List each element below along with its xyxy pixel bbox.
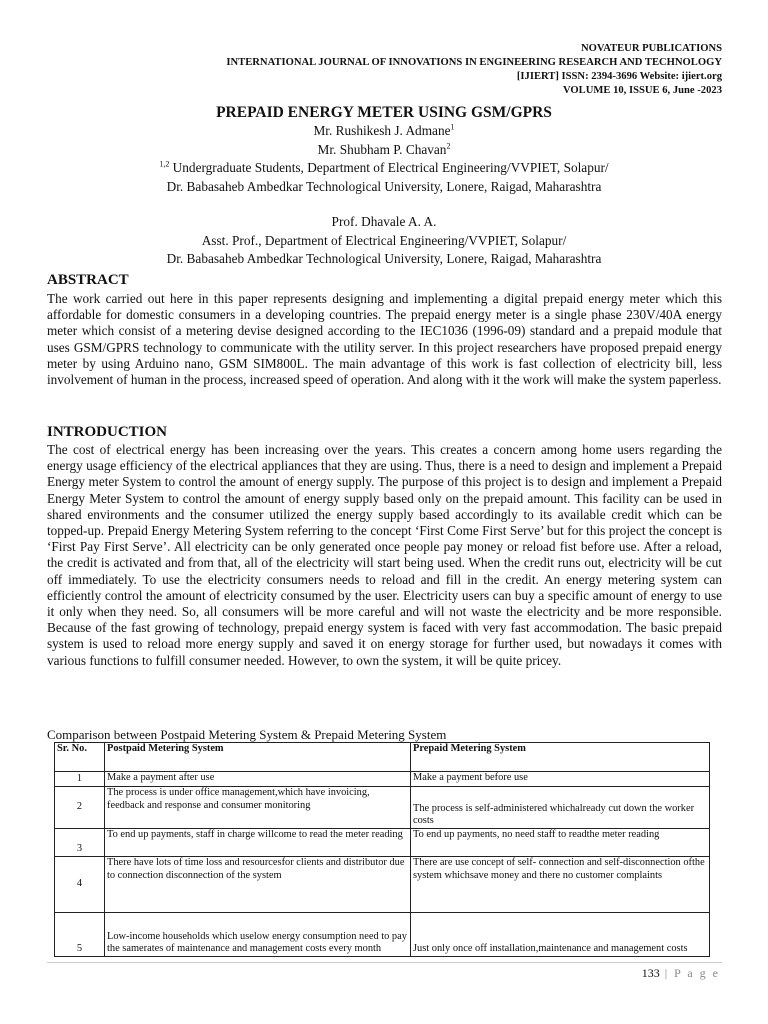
author-2: Mr. Shubham P. Chavan$^2$ [317, 141, 451, 157]
introduction-heading: INTRODUCTION [47, 424, 168, 440]
prepaid-cell: The process is self-administered whichalready cut down the worker costs [411, 787, 710, 829]
affiliation-1: $^{1,2}$ Undergraduate Students, Department of Electrical Engineering/VVPIET, Solapur/ [159, 159, 609, 175]
affiliation-4: Dr. Babasaheb Ambedkar Technological University, Lonere, Raigad, Maharashtra [166, 251, 602, 266]
header-prepaid: Prepaid Metering System [411, 743, 710, 772]
paper-title: PREPAID ENERGY METER USING GSM/GPRS [216, 104, 552, 121]
prepaid-cell: There are use concept of self- connection and self-disconnection ofthe system whichsave money and there no customer complaints [411, 857, 710, 913]
affiliation-2: Dr. Babasaheb Ambedkar Technological University, Lonere, Raigad, Maharashtra [166, 178, 602, 194]
sr-cell: 2 [55, 787, 105, 829]
author-1: Mr. Rushikesh J. Admane$^1$ [313, 122, 455, 138]
table-row [55, 913, 710, 957]
author-block [0, 122, 768, 269]
postpaid-cell: To end up payments, staff in charge willcome to read the meter reading [105, 829, 411, 857]
abstract-text: The work carried out here in this paper represents designing and implementing a digital prepaid energy meter which this affordable for domestic consumers in a developing countries. The prepaid energy meter is a single phase 230V/40A energy meter which consist of a metering devise designed according to the IEC1036 (1996-09) standard and a prepaid module that uses GSM/GPRS technology to communicate with the utility server. In this project researchers have proposed prepaid energy meter by using Arduino nano, GSM SIM800L. The main advantage of this work is fast collection of electricity bill, less involvement of human in the process, increased speed of operation. And along with it the work will make the system paperless. [47, 291, 722, 388]
journal-header [226, 42, 722, 98]
prepaid-cell: Just only once off installation,maintenance and management costs [411, 913, 710, 957]
postpaid-cell: Low-income households which uselow energy consumption need to pay the samerates of maintenance and management costs every month [105, 913, 411, 957]
postpaid-cell: Make a payment after use [105, 772, 411, 787]
footer-divider [47, 962, 722, 963]
abstract-heading: ABSTRACT [47, 272, 129, 288]
table-header-row [55, 743, 710, 772]
header-postpaid: Postpaid Metering System [105, 743, 411, 772]
table-caption: Comparison between Postpaid Metering System & Prepaid Metering System [47, 727, 447, 742]
prepaid-cell: To end up payments, no need staff to readthe meter reading [411, 829, 710, 857]
publisher: NOVATEUR PUBLICATIONS [581, 43, 722, 54]
issn: [IJIERT] ISSN: 2394-3696 Website: ijiert.org [516, 71, 722, 82]
prepaid-cell: Make a payment before use [411, 772, 710, 787]
introduction-text: The cost of electrical energy has been increasing over the years. This creates a concern among home users regarding the energy usage efficiency of the electrical appliances that they are using. Thus, there is a need to design and implement a Prepaid Energy meter System to control the amount of energy supply. The purpose of this project is to design and implement a Prepaid Energy Meter System to control the amount of energy supply based only on the prepaid amount. This facility can be used in shared environments and the consumer utilized the energy supply based accordingly to its available credit which can be topped-up. Prepaid Energy Metering System referring to the concept ‘First Come First Serve’ but for this project the concept is ‘First Pay First Serve’. All electricity can be only generated once people pay money or reload fist before use. After a reload, the credit is activated and from that, all of the electricity will start being used. When the credit runs out, electricity will be cut off immediately. To use the electricity consumers needs to reload and fill in the credit. An energy metering system can efficiently control the amount of electricity consumed by the user. Electricity users can buy a specific amount of energy to use it only when they need. So, all consumers will be more careful and will not waste the electricity and be more responsible. Because of the fast growing of technology, prepaid energy system is faced with very fast accommodation. The basic prepaid system is used to reload more energy supply and saved it on energy storage for further used, but nowadays it comes with various functions to fulfill consumer needed. However, to own the system, it will be quite pricey. [47, 442, 722, 668]
volume: VOLUME 10, ISSUE 6, June -2023 [562, 85, 722, 96]
journal-name: INTERNATIONAL JOURNAL OF INNOVATIONS IN ENGINEERING RESEARCH AND TECHNOLOGY [226, 57, 722, 68]
table-row [55, 787, 710, 829]
postpaid-cell: There have lots of time loss and resourcesfor clients and distributor due to connection disconnection of the system [105, 857, 411, 913]
page-number: 133 | P a g e [641, 966, 720, 980]
sr-cell: 3 [55, 829, 105, 857]
comparison-table [54, 742, 710, 957]
author-3: Prof. Dhavale A. A. [331, 214, 437, 229]
postpaid-cell: The process is under office management,which have invoicing, feedback and response and consumer monitoring [105, 787, 411, 829]
table-row [55, 857, 710, 913]
affiliation-3: Asst. Prof., Department of Electrical Engineering/VVPIET, Solapur/ [201, 232, 567, 248]
sr-cell: 4 [55, 857, 105, 913]
header-sr-no: Sr. No. [55, 743, 105, 772]
table-row [55, 829, 710, 857]
sr-cell: 1 [55, 772, 105, 787]
sr-cell: 5 [55, 913, 105, 957]
table-row [55, 772, 710, 787]
